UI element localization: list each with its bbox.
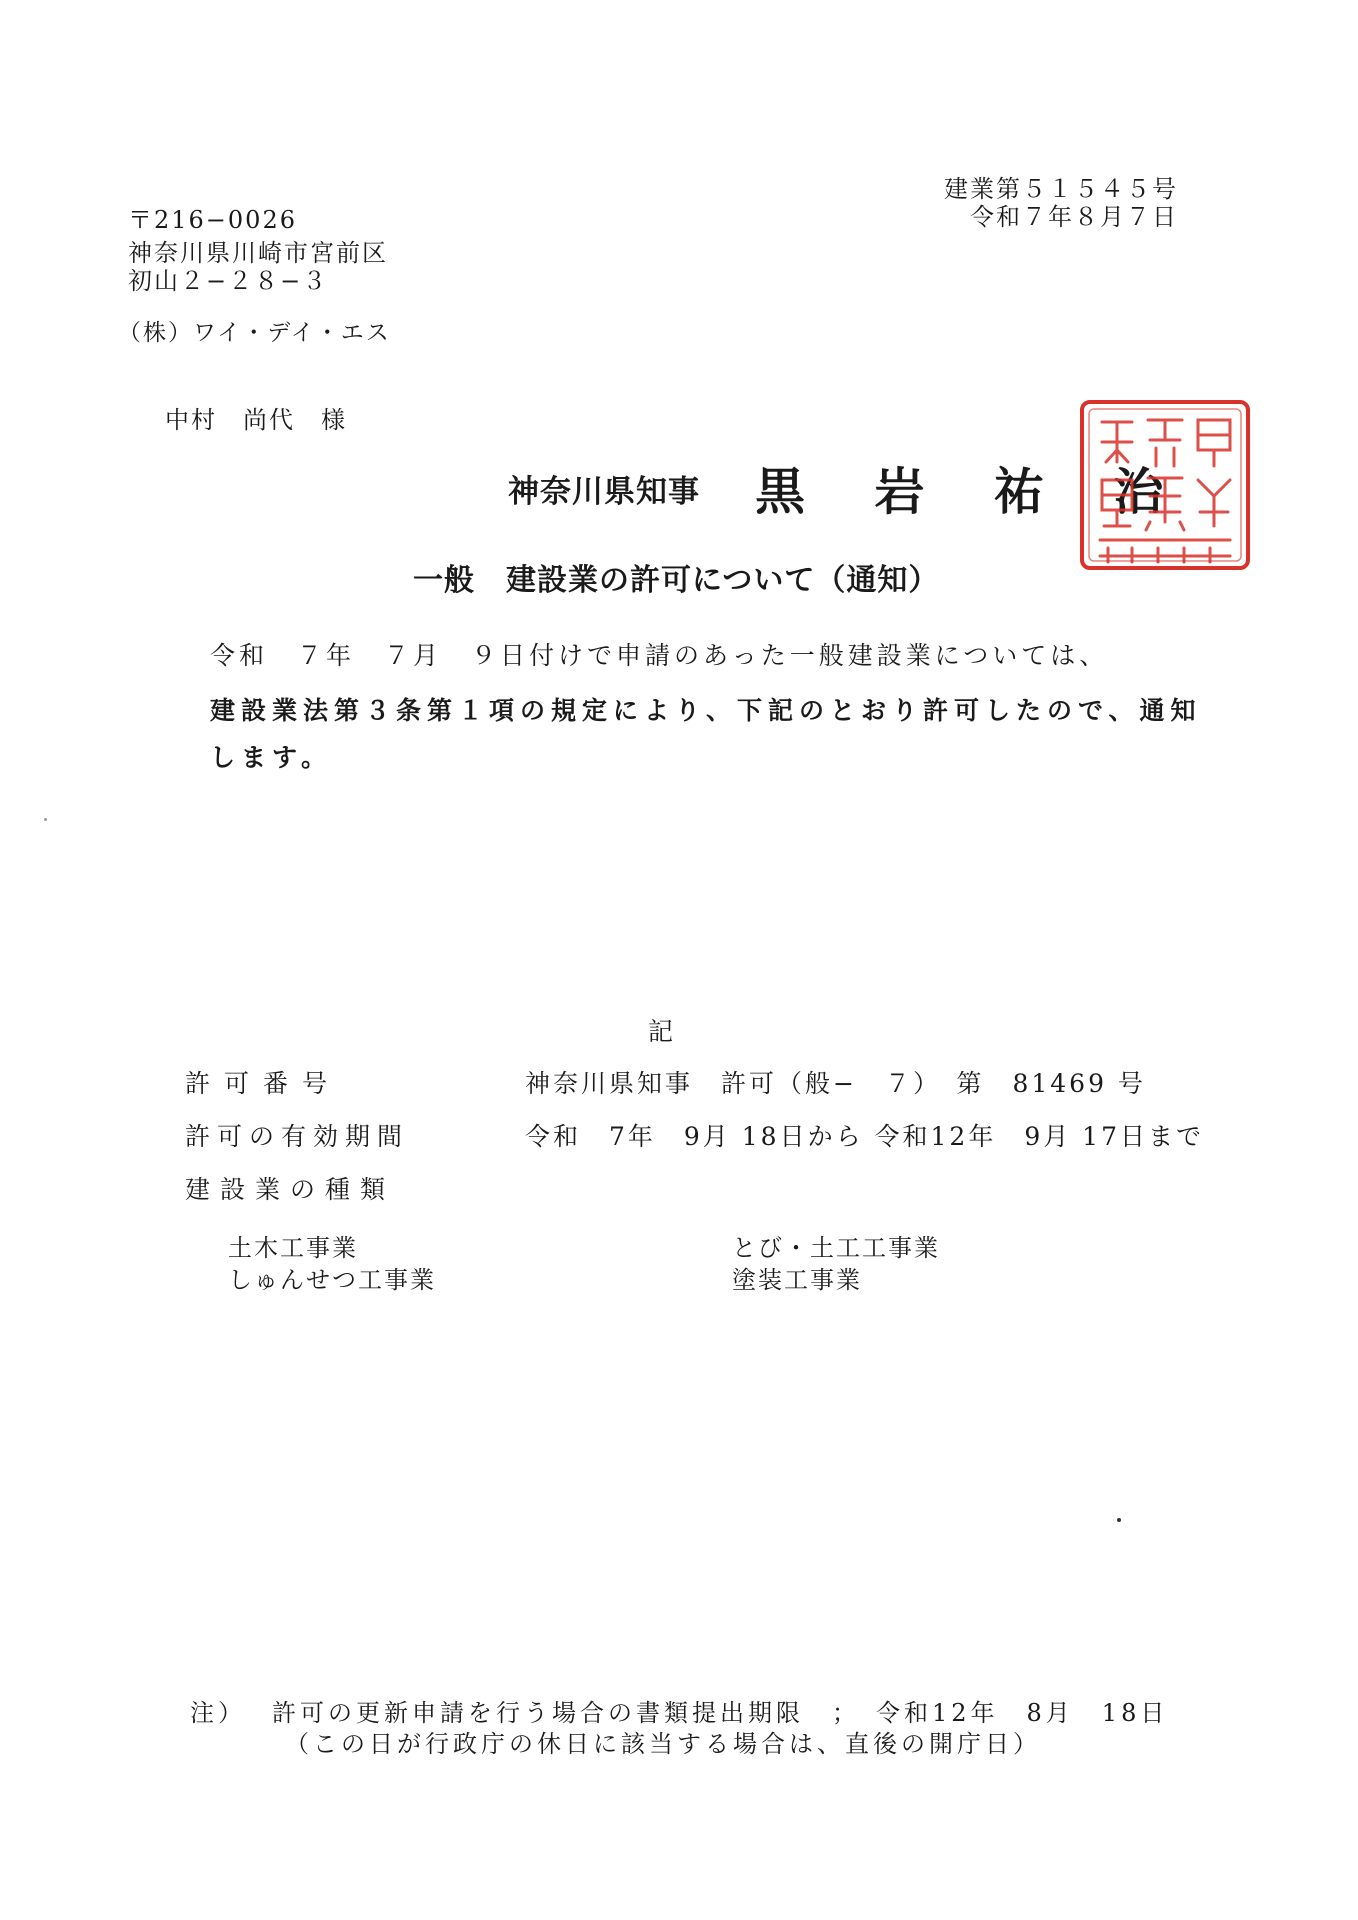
reference-number: 建業第５１５４５号: [944, 175, 1178, 203]
address-line-2: 初山２−２８−３: [128, 267, 329, 295]
address-line-1: 神奈川県川崎市宮前区: [128, 239, 388, 267]
trade-left-1: 土木工事業: [228, 1234, 358, 1262]
ki-marker: 記: [648, 1017, 674, 1046]
scan-speck: [44, 818, 47, 821]
trade-right-2: 塗装工事業: [732, 1266, 862, 1294]
postal-code: 〒216−0026: [128, 206, 297, 234]
detail-value-permit-number: 神奈川県知事 許可（般− ７） 第 81469 号: [525, 1069, 1146, 1098]
sender-title: 神奈川県知事: [508, 474, 700, 510]
detail-label-validity: 許可の有効期間: [185, 1122, 410, 1151]
body-line-2: 建設業法第３条第１項の規定により、下記のとおり許可したので、通知: [210, 696, 1202, 725]
sender-name: 黒 岩 祐 治: [755, 462, 1190, 521]
detail-label-business-type: 建設業の種類: [185, 1175, 396, 1204]
official-seal-icon: [1078, 398, 1252, 572]
detail-label-permit-number: 許可番号: [185, 1069, 342, 1098]
footnote-line-2: （この日が行政庁の休日に該当する場合は、直後の開庁日）: [285, 1730, 1041, 1758]
body-line-3: します。: [210, 743, 333, 772]
document-title: 一般 建設業の許可について（通知）: [413, 563, 940, 598]
footnote-line-1: 許可の更新申請を行う場合の書類提出期限 ； 令和12年 8月 18日: [272, 1699, 1169, 1727]
body-line-1: 令和 ７年 ７月 ９日付けで申請のあった一般建設業については、: [210, 641, 1109, 670]
detail-value-validity: 令和 7年 9月 18日から 令和12年 9月 17日まで: [525, 1122, 1204, 1151]
trade-right-1: とび・土工工事業: [732, 1234, 940, 1262]
footnote-prefix: 注）: [190, 1699, 246, 1727]
trade-left-2: しゅんせつ工事業: [228, 1266, 436, 1294]
scan-speck: [1117, 1518, 1121, 1522]
issue-date: 令和７年８月７日: [970, 203, 1178, 231]
recipient-name: 中村 尚代 様: [165, 406, 347, 434]
company-name: （株）ワイ・デイ・エス: [118, 320, 391, 346]
